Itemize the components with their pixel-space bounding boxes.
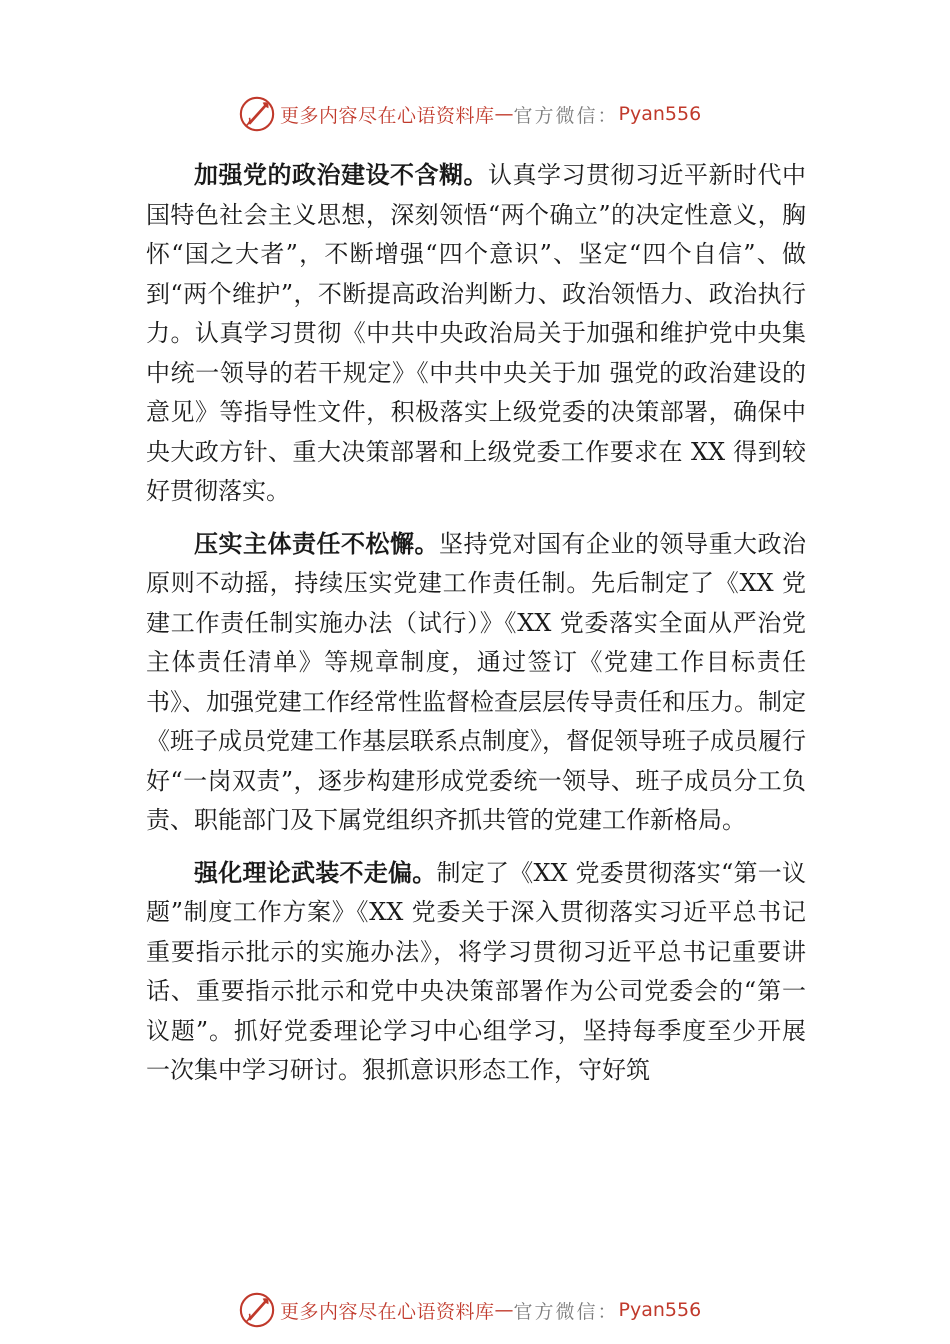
paragraph-text: 坚持党对国有企业的领导重大政治原则不动摇，持续压实党建工作责任制。先后制定了《XX 党建工作责任制实施办法（试行）》《XX 党委落实全面从严治党主体责任清单》等规章制度，通过签订《党建工作目标责任书》、加强党建工作经常性监督检查层层传导责任和压力。制定《班子成员党建工作基层联系点制度》，督促领导班子成员履行好“一岗双责”，逐步构建形成党委统一领导、班子成员分工负责、职能部门及下属党组织齐抓共管的党建工作新格局。 [146,529,806,834]
paragraph-text: 制定了《XX 党委贯彻落实“第一议题”制度工作方案》《XX 党委关于深入贯彻落实习近平总书记重要指示批示的实施办法》，将学习贯彻习近平总书记重要讲话、重要指示批示和党中央决策部署作为公司党委会的“第一议题”。抓好党委理论学习中心组学习，坚持每季度至少开展一次集中学习研讨。狠抓意识形态工作，守好筑 [146,858,806,1084]
document-body [146,156,806,1104]
paragraph-main-responsibility [146,525,806,841]
watermark-library-text: 更多内容尽在心语资料库 [280,1300,495,1323]
quill-pen-icon [238,1291,276,1329]
paragraph-heading: 强化理论武装不走偏。 [194,858,437,887]
paragraph-heading: 压实主体责任不松懈。 [194,529,439,558]
paragraph-text: 认真学习贯彻习近平新时代中国特色社会主义思想，深刻领悟“两个确立”的决定性意义，胸怀“国之大者”，不断增强“四个意识”、坚定“四个自信”、做到“两个维护”，不断提高政治判断力、政治领悟力、政治执行力。认真学习贯彻《中共中央政治局关于加强和维护党中央集中统一领导的若干规定》《中共中央关于加 强党的政治建设的意见》等指导性文件，积极落实上级党委的决策部署，确保中央大政方针、重大决策部署和上级党委工作要求在 XX 得到较好贯彻落实。 [146,161,806,505]
quill-pen-icon [238,95,276,133]
header-watermark [238,94,701,134]
watermark-wechat-id: Pyan556 [618,103,702,125]
watermark-wechat-label: 官方微信： [513,1300,619,1323]
watermark-separator: — [494,1299,514,1321]
watermark-separator: — [494,103,514,125]
footer-watermark [238,1290,701,1330]
paragraph-theoretical-arming [146,854,806,1091]
watermark-wechat-label: 官方微信： [513,104,619,127]
paragraph-heading: 加强党的政治建设不含糊。 [194,161,488,189]
watermark-library-text: 更多内容尽在心语资料库 [280,104,495,127]
paragraph-political-building [146,156,806,512]
watermark-wechat-id: Pyan556 [618,1299,702,1321]
